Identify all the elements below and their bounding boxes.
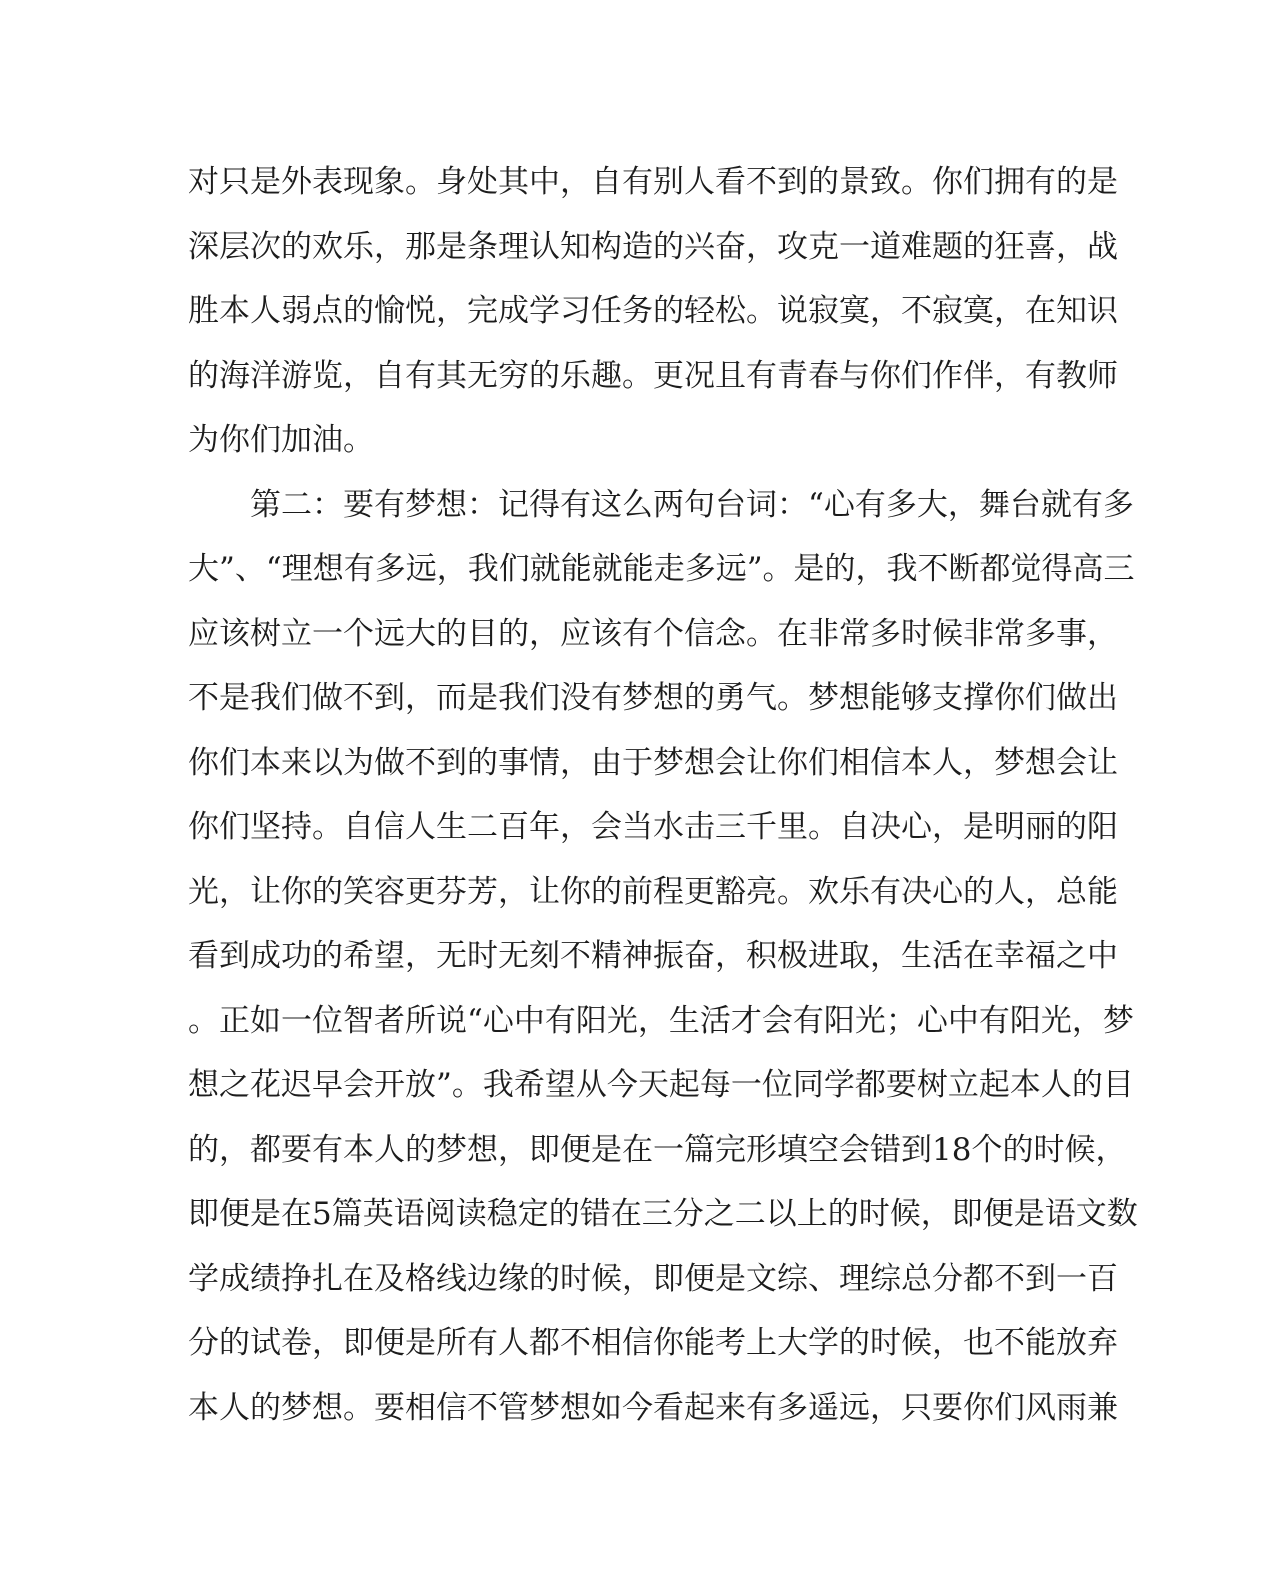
text-line: 即便是在5篇英语阅读稳定的错在三分之二以上的时候，即便是语文数: [188, 1196, 1138, 1232]
text-line: 。正如一位智者所说“心中有阳光，生活才会有阳光；心中有阳光，梦: [188, 1003, 1134, 1039]
text-line: 光，让你的笑容更芬芳，让你的前程更豁亮。欢乐有决心的人，总能: [188, 874, 1118, 910]
text-line: 想之花迟早会开放”。我希望从今天起每一位同学都要树立起本人的目: [188, 1067, 1134, 1103]
text-line: 深层次的欢乐，那是条理认知构造的兴奋，攻克一道难题的狂喜，战: [188, 229, 1118, 265]
text-line: 你们坚持。自信人生二百年，会当水击三千里。自决心，是明丽的阳: [188, 809, 1118, 845]
text-line: 为你们加油。: [188, 422, 374, 458]
text-line: 学成绩挣扎在及格线边缘的时候，即便是文综、理综总分都不到一百: [188, 1261, 1118, 1297]
text-line: 第二：要有梦想：记得有这么两句台词：“心有多大，舞台就有多: [188, 487, 1134, 523]
text-line: 分的试卷，即便是所有人都不相信你能考上大学的时候，也不能放弃: [188, 1325, 1118, 1361]
text-line: 应该树立一个远大的目的，应该有个信念。在非常多时候非常多事，: [188, 616, 1118, 652]
text-line: 本人的梦想。要相信不管梦想如今看起来有多遥远，只要你们风雨兼: [188, 1390, 1118, 1426]
text-line: 看到成功的希望，无时无刻不精神振奋，积极进取，生活在幸福之中: [188, 938, 1118, 974]
text-line: 的，都要有本人的梦想，即便是在一篇完形填空会错到18个的时候，: [188, 1132, 1127, 1168]
text-line: 大”、“理想有多远，我们就能就能走多远”。是的，我不断都觉得高三: [188, 551, 1135, 587]
text-line: 对只是外表现象。身处其中，自有别人看不到的景致。你们拥有的是: [188, 164, 1118, 200]
text-line: 不是我们做不到，而是我们没有梦想的勇气。梦想能够支撑你们做出: [188, 680, 1118, 716]
text-line: 你们本来以为做不到的事情，由于梦想会让你们相信本人，梦想会让: [188, 745, 1118, 781]
text-line: 胜本人弱点的愉悦，完成学习任务的轻松。说寂寞，不寂寞，在知识: [188, 293, 1118, 329]
text-line: 的海洋游览，自有其无穷的乐趣。更况且有青春与你们作伴，有教师: [188, 358, 1118, 394]
